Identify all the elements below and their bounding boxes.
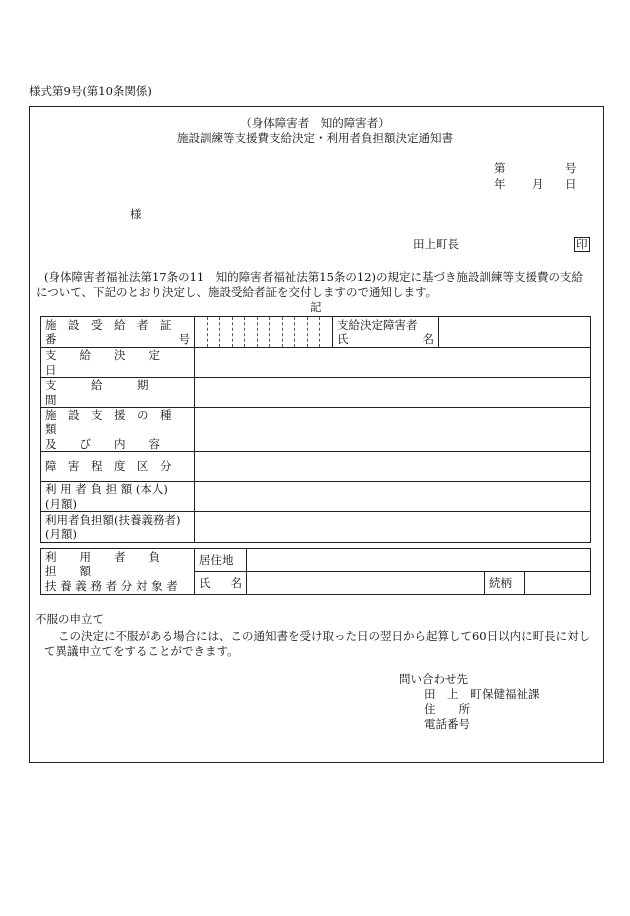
contact-town: 田 上 町 (424, 687, 482, 701)
person-label-shi: 氏 (337, 332, 349, 346)
address-value (247, 549, 591, 572)
cert-number-label (41, 317, 195, 348)
decision-table (40, 316, 591, 543)
obligor-name-mei: 名 (230, 575, 242, 590)
facility-support-label (41, 408, 195, 452)
table-row (41, 317, 591, 348)
burden-self-value (195, 482, 591, 512)
seal-label: 印 (576, 237, 588, 251)
seal-mark (574, 237, 590, 252)
payment-period-value (195, 378, 591, 408)
digit-divider (244, 317, 245, 347)
obligor-name-label-inner (199, 576, 242, 590)
facility-support-line1: 施 設 支 援 の 種 類 (45, 408, 183, 437)
disability-class-label: 障 害 程 度 区 分 (41, 452, 195, 482)
burden-self-line1: 利 用 者 負 担 額 (本人) (45, 482, 168, 497)
digit-divider (282, 317, 283, 347)
contact-address-label: 住 所 (424, 702, 470, 716)
facility-support-value (195, 408, 591, 452)
obligor-name-label (195, 572, 247, 595)
cert-number-label-line1: 施 設 受 給 者 証 (45, 317, 172, 332)
issuer-name: 田上町長 (413, 237, 459, 251)
digit-divider (232, 317, 233, 347)
document-title: 施設訓練等支援費支給決定・利用者負担額決定通知書 (177, 131, 453, 145)
cert-number-ban: 番 (45, 332, 57, 346)
appeal-line-1: この決定に不服がある場合には、この通知書を受け取った日の翌日から起算して60日以内に町長に対し (58, 629, 591, 643)
form-number: 様式第9号(第10条関係) (29, 84, 152, 98)
table-row (41, 549, 591, 572)
table-row (41, 482, 591, 512)
obligor-label-line2: 扶 養 義 務 者 分 対 象 者 (45, 578, 178, 593)
obligor-label (41, 549, 195, 595)
table-row (41, 452, 591, 482)
obligor-label-line1: 利 用 者 負 担 額 (45, 549, 183, 579)
document-subtitle: （身体障害者 知的障害者） (240, 116, 390, 130)
date-year: 年 (494, 177, 506, 191)
digit-divider (319, 317, 320, 347)
decision-date-label: 支 給 決 定 日 (41, 348, 195, 378)
obligor-name-value (247, 572, 485, 595)
decision-date-value (195, 348, 591, 378)
payment-period-label: 支 給 期 間 (41, 378, 195, 408)
relation-label: 続柄 (485, 572, 525, 595)
table-row (41, 408, 591, 452)
appeal-line-2: て異議申立てをすることができます。 (44, 644, 239, 658)
burden-support-line2: (月額) (45, 527, 77, 542)
person-name-label (333, 317, 439, 348)
digit-divider (269, 317, 270, 347)
person-name-value (439, 317, 591, 348)
support-obligor-table (40, 548, 591, 595)
digit-divider (207, 317, 208, 347)
intro-line-2: について、下記のとおり決定し、施設受給者証を交付しますので通知します。 (36, 285, 438, 299)
digit-divider (219, 317, 220, 347)
burden-self-line2: (月額) (45, 496, 77, 511)
address-label: 居住地 (195, 549, 247, 572)
digit-dividers (195, 317, 332, 347)
doc-number-go: 号 (565, 161, 577, 175)
person-label-mei: 名 (422, 332, 434, 346)
contact-department: 保健福祉課 (482, 687, 540, 701)
contact-heading: 問い合わせ先 (399, 672, 468, 686)
person-label-line2 (337, 332, 434, 346)
contact-phone-label: 電話番号 (424, 717, 470, 731)
digit-divider (257, 317, 258, 347)
relation-value (525, 572, 591, 595)
burden-support-value (195, 512, 591, 543)
burden-support-line1: 利用者負担額(扶養義務者) (45, 512, 181, 527)
disability-class-value (195, 452, 591, 482)
appeal-heading: 不服の申立て (35, 612, 104, 626)
facility-support-line2: 及 び 内 容 (45, 436, 160, 451)
intro-line-1: (身体障害者福祉法第17条の11 知的障害者福祉法第15条の12)の規定に基づき施設訓練等支援費の支給 (44, 270, 584, 284)
table-row (41, 512, 591, 543)
cert-number-cells (195, 317, 333, 348)
cert-number-label-line2 (45, 332, 190, 346)
cert-number-go: 号 (178, 332, 190, 346)
burden-support-label (41, 512, 195, 543)
obligor-name-shi: 氏 (199, 575, 211, 590)
date-day: 日 (565, 177, 577, 191)
person-label-line1: 支給決定障害者 (337, 317, 418, 332)
ki-label: 記 (310, 300, 322, 314)
date-month: 月 (532, 177, 544, 191)
table-row (41, 378, 591, 408)
digit-divider (294, 317, 295, 347)
table-row (41, 348, 591, 378)
recipient-suffix: 様 (130, 207, 142, 221)
digit-divider (307, 317, 308, 347)
burden-self-label (41, 482, 195, 512)
doc-number-dai: 第 (494, 161, 506, 175)
